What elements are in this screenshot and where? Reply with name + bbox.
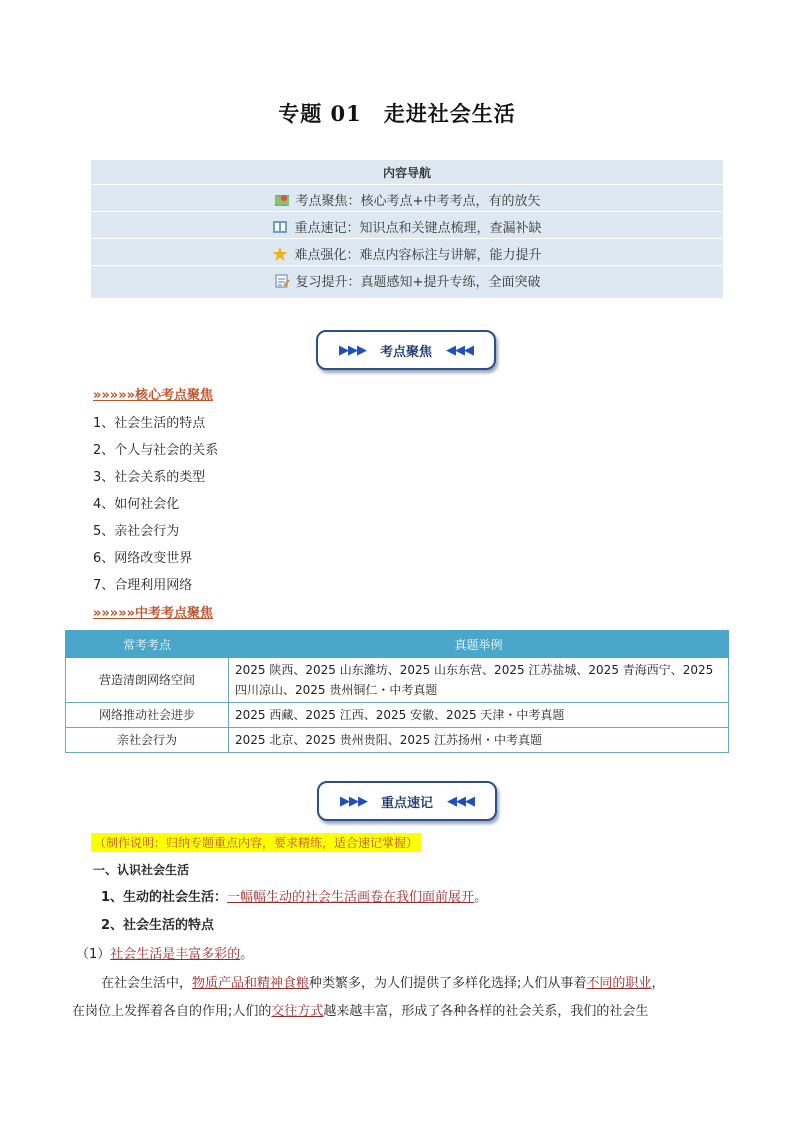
table-row: 网络推动社会进步 2025 西藏、2025 江西、2025 安徽、2025 天津・中考真题 xyxy=(66,703,729,728)
heading-2: 2、社会生活的特点 xyxy=(101,918,215,933)
paragraph-4: 在岗位上发挥着各自的作用;人们的交往方式越来越丰富，形成了各种各样的社会关系，我们的社会生 xyxy=(72,1004,649,1019)
list-item: 6、网络改变世界 xyxy=(93,551,193,566)
core-heading: »»»»»核心考点聚焦 xyxy=(93,388,213,403)
table-row: 亲社会行为 2025 北京、2025 贵州贵阳、2025 江苏扬州・中考真题 xyxy=(66,728,729,753)
col-header: 常考考点 xyxy=(66,631,229,658)
nav-row-notes: 重点速记：知识点和关键点梳理，查漏补缺 xyxy=(91,217,723,236)
section-header-focus: ▶▶▶ 考点聚焦 ◀◀◀ xyxy=(316,330,496,370)
title-main: 走进社会生活 xyxy=(383,101,516,126)
table-row: 营造清朗网络空间 2025 陕西、2025 山东潍坊、2025 山东东营、2025 江苏盐城、2025 青海西宁、2025 四川凉山、2025 贵州铜仁・中考真题 xyxy=(66,658,729,703)
paragraph-3: 在社会生活中，物质产品和精神食粮种类繁多，为人们提供了多样化选择;人们从事着不同的职业， xyxy=(101,976,665,991)
paragraph-1: 1、生动的社会生活：一幅幅生动的社会生活画卷在我们面前展开。 xyxy=(101,890,488,905)
table-header-row xyxy=(66,631,729,658)
production-note: （制作说明：归纳专题重点内容，要求精练，适合速记掌握） xyxy=(91,833,421,852)
section-header-notes: ▶▶▶ 重点速记 ◀◀◀ xyxy=(317,781,497,821)
note-icon xyxy=(274,274,290,288)
col-header: 真题举例 xyxy=(229,631,729,658)
heading-1: 一、认识社会生活 xyxy=(93,863,190,877)
paragraph-2: （1）社会生活是丰富多彩的。 xyxy=(76,947,254,962)
exam-heading: »»»»»中考考点聚焦 xyxy=(93,606,213,621)
list-item: 2、个人与社会的关系 xyxy=(93,443,219,458)
list-item: 3、社会关系的类型 xyxy=(93,470,206,485)
list-item: 5、亲社会行为 xyxy=(93,524,180,539)
list-item: 4、如何社会化 xyxy=(93,497,180,512)
map-icon xyxy=(274,193,290,207)
list-item: 1、社会生活的特点 xyxy=(93,416,206,431)
page-title xyxy=(0,98,794,128)
nav-heading: 内容导航 xyxy=(382,166,431,180)
title-prefix: 专题 01 xyxy=(278,101,362,126)
nav-row-focus: 考点聚焦：核心考点+中考考点，有的放矢 xyxy=(91,190,723,209)
nav-row-review: 复习提升：真题感知+提升专练，全面突破 xyxy=(91,271,723,290)
star-icon xyxy=(272,247,288,261)
exam-table xyxy=(65,630,729,753)
content-navigation xyxy=(91,160,723,298)
book-icon xyxy=(272,220,288,234)
list-item: 7、合理利用网络 xyxy=(93,578,193,593)
nav-row-difficulty: 难点强化：难点内容标注与讲解，能力提升 xyxy=(91,244,723,263)
